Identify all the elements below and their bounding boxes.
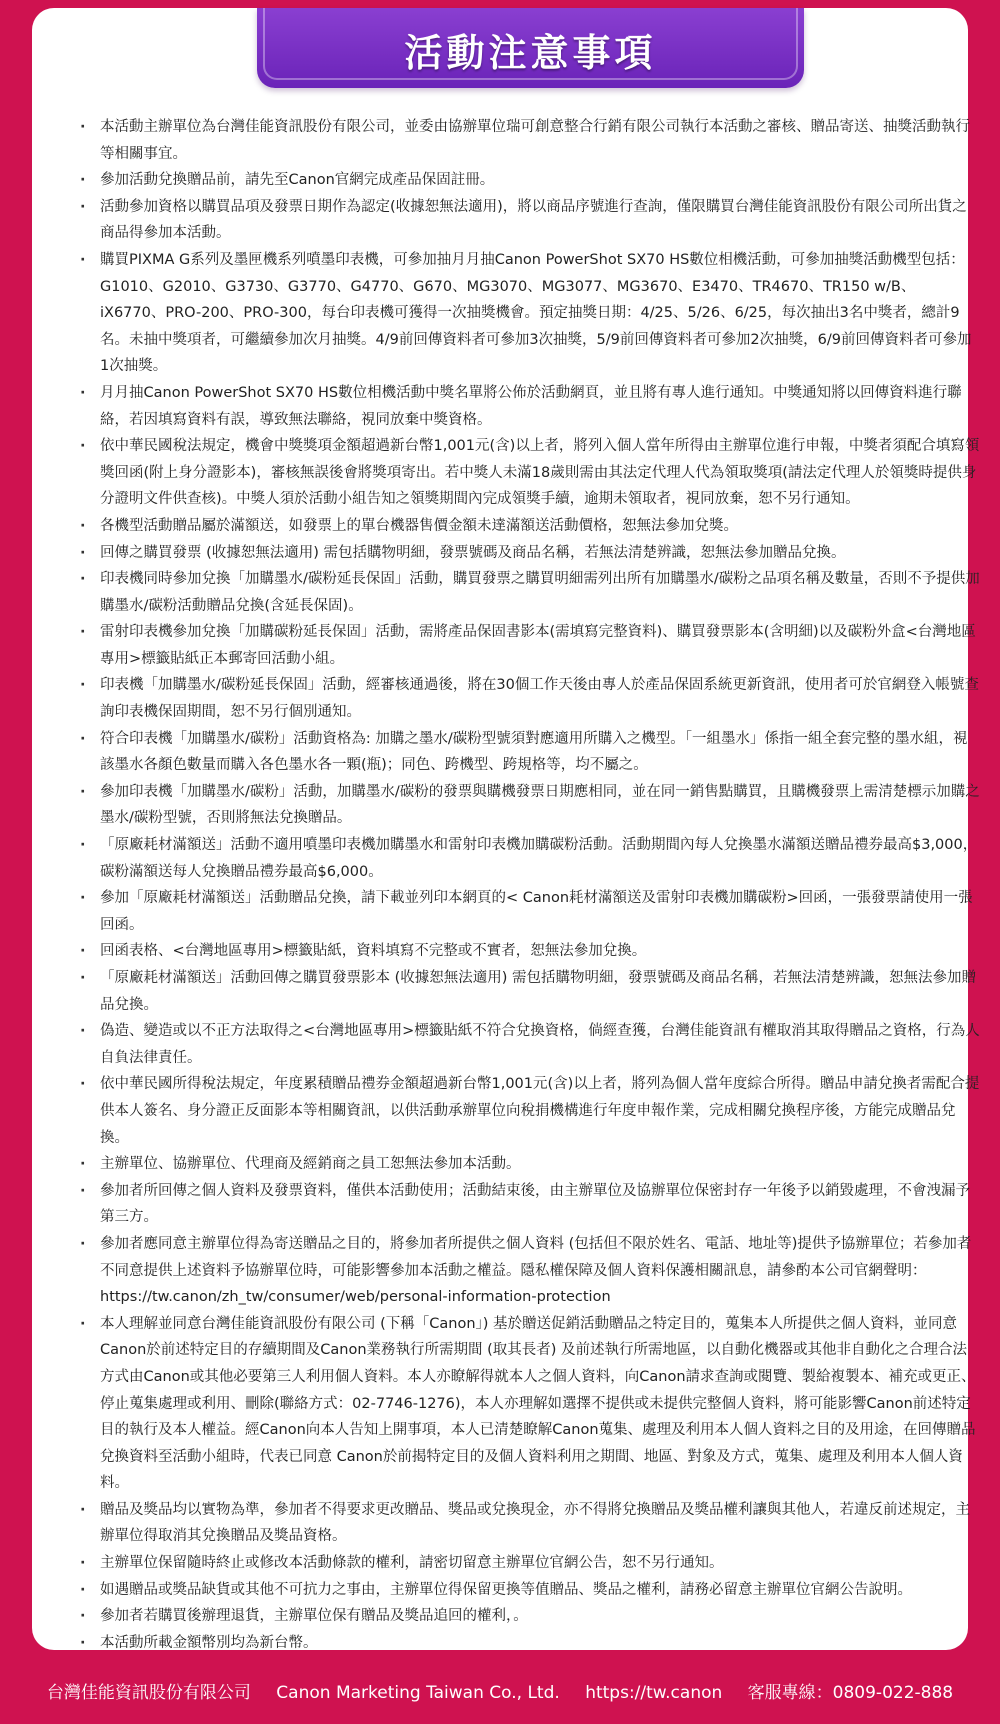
- notice-item: · 參加印表機「加購墨水/碳粉」活動，加購墨水/碳粉的發票與購機發票日期應相同，並在同一銷售點購買，且購機發票上需清楚標示加購之墨水/碳粉型號，否則將無法兌換贈品。: [100, 779, 980, 832]
- notice-item: · 印表機同時參加兌換「加購墨水/碳粉延長保固」活動，購買發票之購買明細需列出所有加購墨水/碳粉之品項名稱及數量，否則不予提供加購墨水/碳粉活動贈品兌換(含延長保固)。: [100, 566, 980, 619]
- notice-item: · 「原廠耗材滿額送」活動回傳之購買發票影本 (收據恕無法適用) 需包括購物明細，發票號碼及商品名稱，若無法清楚辨識，恕無法參加贈品兌換。: [100, 965, 980, 1018]
- notice-item: · 本人理解並同意台灣佳能資訊股份有限公司 (下稱「Canon」) 基於贈送促銷活動贈品之特定目的，蒐集本人所提供之個人資料，並同意Canon於前述特定目的存續期間及Canon業務執行所需期間 (取其長者) 及前述執行所需地區，以自動化機器或其他非自動化之合理合法方式由Canon或其他必要第三人利用個人資料。本人亦瞭解得就本人之個人資料，向Canon請求查詢或閱覽、製給複製本、補充或更正、停止蒐集處理或利用、刪除(聯絡方式：02-7746-1276)，本人亦理解如選擇不提供或未提供完整個人資料，將可能影響Canon前述特定目的執行及本人權益。經Canon向本人告知上開事項，本人已清楚瞭解Canon蒐集、處理及利用本人個人資料之目的及用途，在回傳贈品兌換資料至活動小組時，代表已同意 Canon於前揭特定目的及個人資料利用之期間、地區、對象及方式，蒐集、處理及利用本人個人資料。: [100, 1311, 980, 1497]
- notice-list: [100, 114, 980, 1656]
- notice-item: · 主辦單位、協辦單位、代理商及經銷商之員工恕無法參加本活動。: [100, 1151, 980, 1178]
- notice-item: · 參加者應同意主辦單位得為寄送贈品之目的，將參加者所提供之個人資料 (包括但不限於姓名、電話、地址等)提供予協辦單位；若參加者不同意提供上述資料予協辦單位時，可能影響參加本活動之權益。隱私權保障及個人資料保護相關訊息，請參酌本公司官網聲明：https://tw.canon/zh_tw/consumer/web/personal-information-protection: [100, 1231, 980, 1311]
- notice-item: · 本活動主辦單位為台灣佳能資訊股份有限公司，並委由協辦單位瑞可創意整合行銷有限公司執行本活動之審核、贈品寄送、抽獎活動執行等相關事宜。: [100, 114, 980, 167]
- page-title: 活動注意事項: [404, 31, 657, 75]
- notice-item: · 回傳之購買發票 (收據恕無法適用) 需包括購物明細，發票號碼及商品名稱，若無法清楚辨識，恕無法參加贈品兌換。: [100, 540, 980, 567]
- notice-item: · 參加活動兌換贈品前，請先至Canon官網完成產品保固註冊。: [100, 167, 980, 194]
- notice-item: · 參加者若購買後辦理退貨，主辦單位保有贈品及獎品追回的權利，。: [100, 1603, 980, 1630]
- footer-website: https://tw.canon: [585, 1683, 723, 1703]
- notice-item: · 回函表格、<台灣地區專用>標籤貼紙，資料填寫不完整或不實者，恕無法參加兌換。: [100, 938, 980, 965]
- notice-item: · 本活動所載金額幣別均為新台幣。: [100, 1630, 980, 1657]
- notice-item: · 贈品及獎品均以實物為準，參加者不得要求更改贈品、獎品或兌換現金，亦不得將兌換贈品及獎品權利讓與其他人，若違反前述規定，主辦單位得取消其兌換贈品及獎品資格。: [100, 1497, 980, 1550]
- notice-item: · 依中華民國稅法規定，機會中獎獎項金額超過新台幣1,001元(含)以上者，將列入個人當年所得由主辦單位進行申報，中獎者須配合填寫領獎回函(附上身分證影本)，審核無誤後會將獎項寄出。若中獎人未滿18歲則需由其法定代理人代為領取獎項(請法定代理人於領獎時提供身分證明文件供查核)。中獎人須於活動小組告知之領獎期間內完成領獎手續，逾期未領取者，視同放棄，恕不另行通知。: [100, 433, 980, 513]
- notice-item: · 主辦單位保留隨時終止或修改本活動條款的權利，請密切留意主辦單位官網公告，恕不另行通知。: [100, 1550, 980, 1577]
- notice-item: · 「原廠耗材滿額送」活動不適用噴墨印表機加購墨水和雷射印表機加購碳粉活動。活動期間內每人兌換墨水滿額送贈品禮券最高$3,000，碳粉滿額送每人兌換贈品禮券最高$6,000。: [100, 832, 980, 885]
- notice-item: · 偽造、變造或以不正方法取得之<台灣地區專用>標籤貼紙不符合兌換資格，倘經查獲，台灣佳能資訊有權取消其取得贈品之資格，行為人自負法律責任。: [100, 1018, 980, 1071]
- footer-hotline: 客服專線：0809-022-888: [747, 1683, 954, 1703]
- notice-item: · 月月抽Canon PowerShot SX70 HS數位相機活動中獎名單將公佈於活動網頁，並且將有專人進行通知。中獎通知將以回傳資料進行聯絡，若因填寫資料有誤，導致無法聯絡，視同放棄中獎資格。: [100, 380, 980, 433]
- footer-company-zh: 台灣佳能資訊股份有限公司: [46, 1683, 251, 1703]
- footer-company-en: Canon Marketing Taiwan Co., Ltd.: [276, 1683, 560, 1703]
- footer: [0, 1678, 1000, 1703]
- notice-item: · 如遇贈品或獎品缺貨或其他不可抗力之事由，主辦單位得保留更換等值贈品、獎品之權利，請務必留意主辦單位官網公告說明。: [100, 1577, 980, 1604]
- notice-item: · 參加者所回傳之個人資料及發票資料，僅供本活動使用；活動結束後，由主辦單位及協辦單位保密封存一年後予以銷毀處理，不會洩漏予第三方。: [100, 1178, 980, 1231]
- notice-item: · 購買PIXMA G系列及墨匣機系列噴墨印表機，可參加抽月月抽Canon PowerShot SX70 HS數位相機活動，可參加抽獎活動機型包括：G1010、G2010、G3730、G3770、G4770、G670、MG3070、MG3077、MG3670、E3470、TR4670、TR150 w/B、iX6770、PRO-200、PRO-300，每台印表機可獲得一次抽獎機會。預定抽獎日期：4/25、5/26、6/25，每次抽出3名中獎者，總計9名。未抽中獎項者，可繼續參加次月抽獎。4/9前回傳資料者可參加3次抽獎，5/9前回傳資料者可參加2次抽獎，6/9前回傳資料者可參加1次抽獎。: [100, 247, 980, 380]
- notice-item: · 印表機「加購墨水/碳粉延長保固」活動，經審核通過後，將在30個工作天後由專人於產品保固系統更新資訊，使用者可於官網登入帳號查詢印表機保固期間，恕不另行個別通知。: [100, 672, 980, 725]
- notice-item: · 活動參加資格以購買品項及發票日期作為認定(收據恕無法適用)，將以商品序號進行查詢，僅限購買台灣佳能資訊股份有限公司所出貨之商品得參加本活動。: [100, 194, 980, 247]
- notice-item: · 符合印表機「加購墨水/碳粉」活動資格為: 加購之墨水/碳粉型號須對應適用所購入之機型。「一組墨水」係指一組全套完整的墨水組，視該墨水各顏色數量而購入各色墨水各一顆(瓶)；同色、跨機型、跨規格等，均不屬之。: [100, 726, 980, 779]
- notice-item: · 參加「原廠耗材滿額送」活動贈品兌換，請下載並列印本網頁的< Canon耗材滿額送及雷射印表機加購碳粉>回函，一張發票請使用一張回函。: [100, 885, 980, 938]
- notice-card: [32, 8, 980, 1651]
- notice-item: · 雷射印表機參加兌換「加購碳粉延長保固」活動，需將產品保固書影本(需填寫完整資料)、購買發票影本(含明細)以及碳粉外盒<台灣地區專用>標籤貼紙正本郵寄回活動小組。: [100, 619, 980, 672]
- notice-item: · 各機型活動贈品屬於滿額送，如發票上的單台機器售價金額未達滿額送活動價格，恕無法參加兌獎。: [100, 513, 980, 540]
- title-banner: [257, 8, 804, 88]
- notice-item: · 依中華民國所得稅法規定，年度累積贈品禮券金額超過新台幣1,001元(含)以上者，將列為個人當年度綜合所得。贈品申請兌換者需配合提供本人簽名、身分證正反面影本等相關資訊，以供活動承辦單位向稅捐機構進行年度申報作業，完成相關兌換程序後，方能完成贈品兌換。: [100, 1071, 980, 1151]
